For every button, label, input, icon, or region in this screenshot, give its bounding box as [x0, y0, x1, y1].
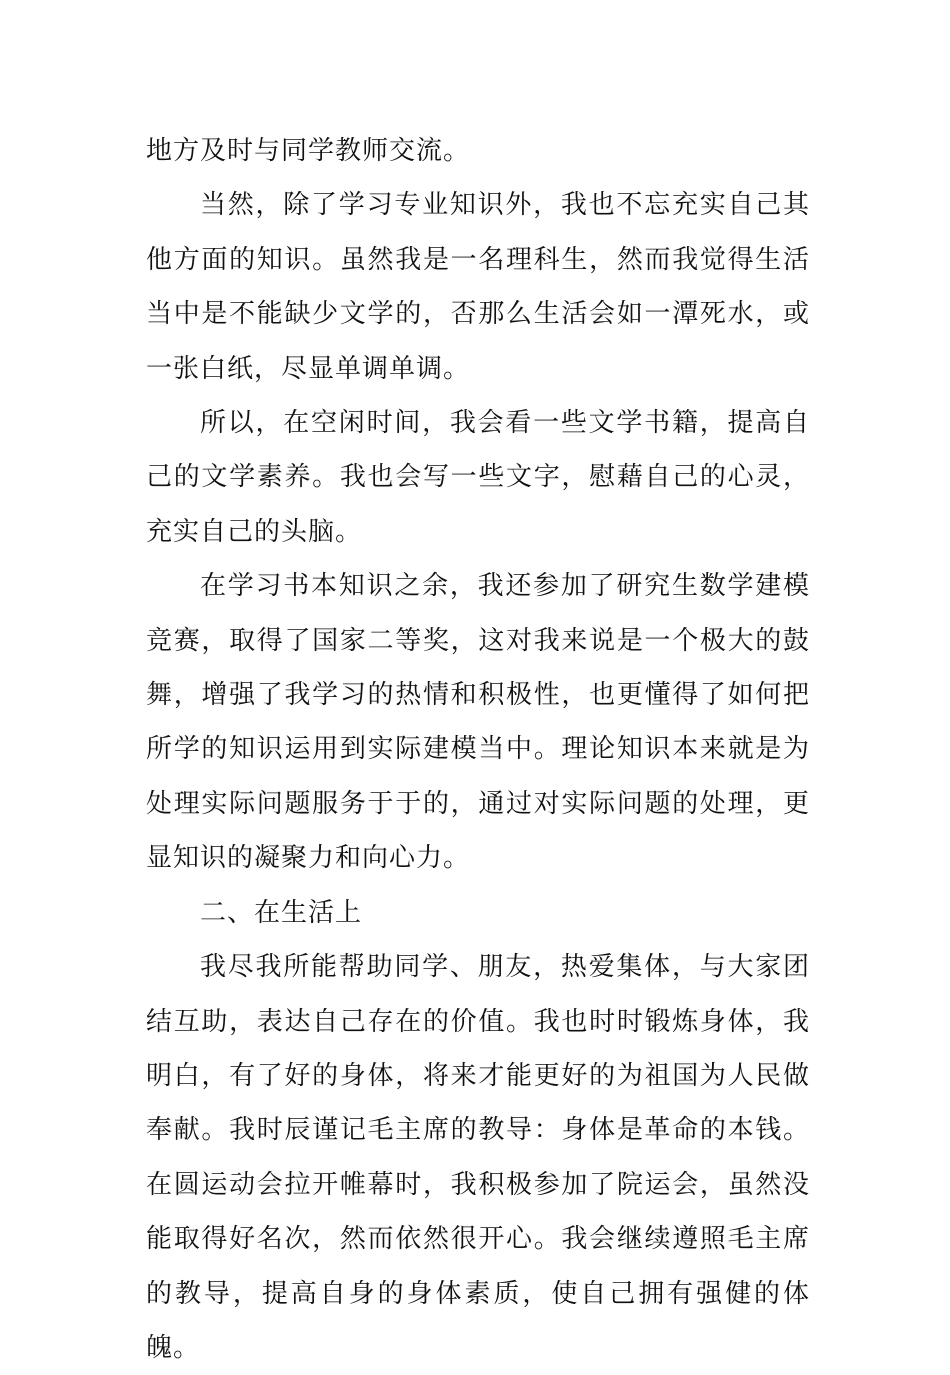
paragraph-continuation: 地方及时与同学教师交流。 [146, 136, 471, 166]
section-heading-life: 二、在生活上 [200, 897, 363, 928]
document-body [146, 124, 810, 1375]
paragraph-modeling-contest: 在学习书本知识之余，我还参加了研究生数学建模竞赛，取得了国家二等奖，这对我来说是一个极大的鼓舞，增强了我学习的热情和积极性，也更懂得了如何把所学的知识运用到实际建模当中。理论知识本来就是为处理实际问题服务于于的，通过对实际问题的处理，更显知识的凝聚力和向心力。 [146, 571, 810, 874]
paragraph-other-knowledge: 当然，除了学习专业知识外，我也不忘充实自己其他方面的知识。虽然我是一名理科生，然而我觉得生活当中是不能缺少文学的，否那么生活会如一潭死水，或一张白纸，尽显单调单调。 [146, 190, 810, 384]
paragraph-literature-reading: 所以，在空闲时间，我会看一些文学书籍，提高自己的文学素养。我也会写一些文字，慰藉自己的心灵，充实自己的头脑。 [146, 408, 810, 547]
paragraph-life: 我尽我所能帮助同学、朋友，热爱集体，与大家团结互助，表达自己存在的价值。我也时时锻炼身体，我明白，有了好的身体，将来才能更好的为祖国为人民做奉献。我时辰谨记毛主席的教导：身体是革命的本钱。在圆运动会拉开帷幕时，我积极参加了院运会，虽然没能取得好名次，然而依然很开心。我会继续遵照毛主席的教导，提高自身的身体素质，使自己拥有强健的体魄。 [146, 952, 810, 1363]
